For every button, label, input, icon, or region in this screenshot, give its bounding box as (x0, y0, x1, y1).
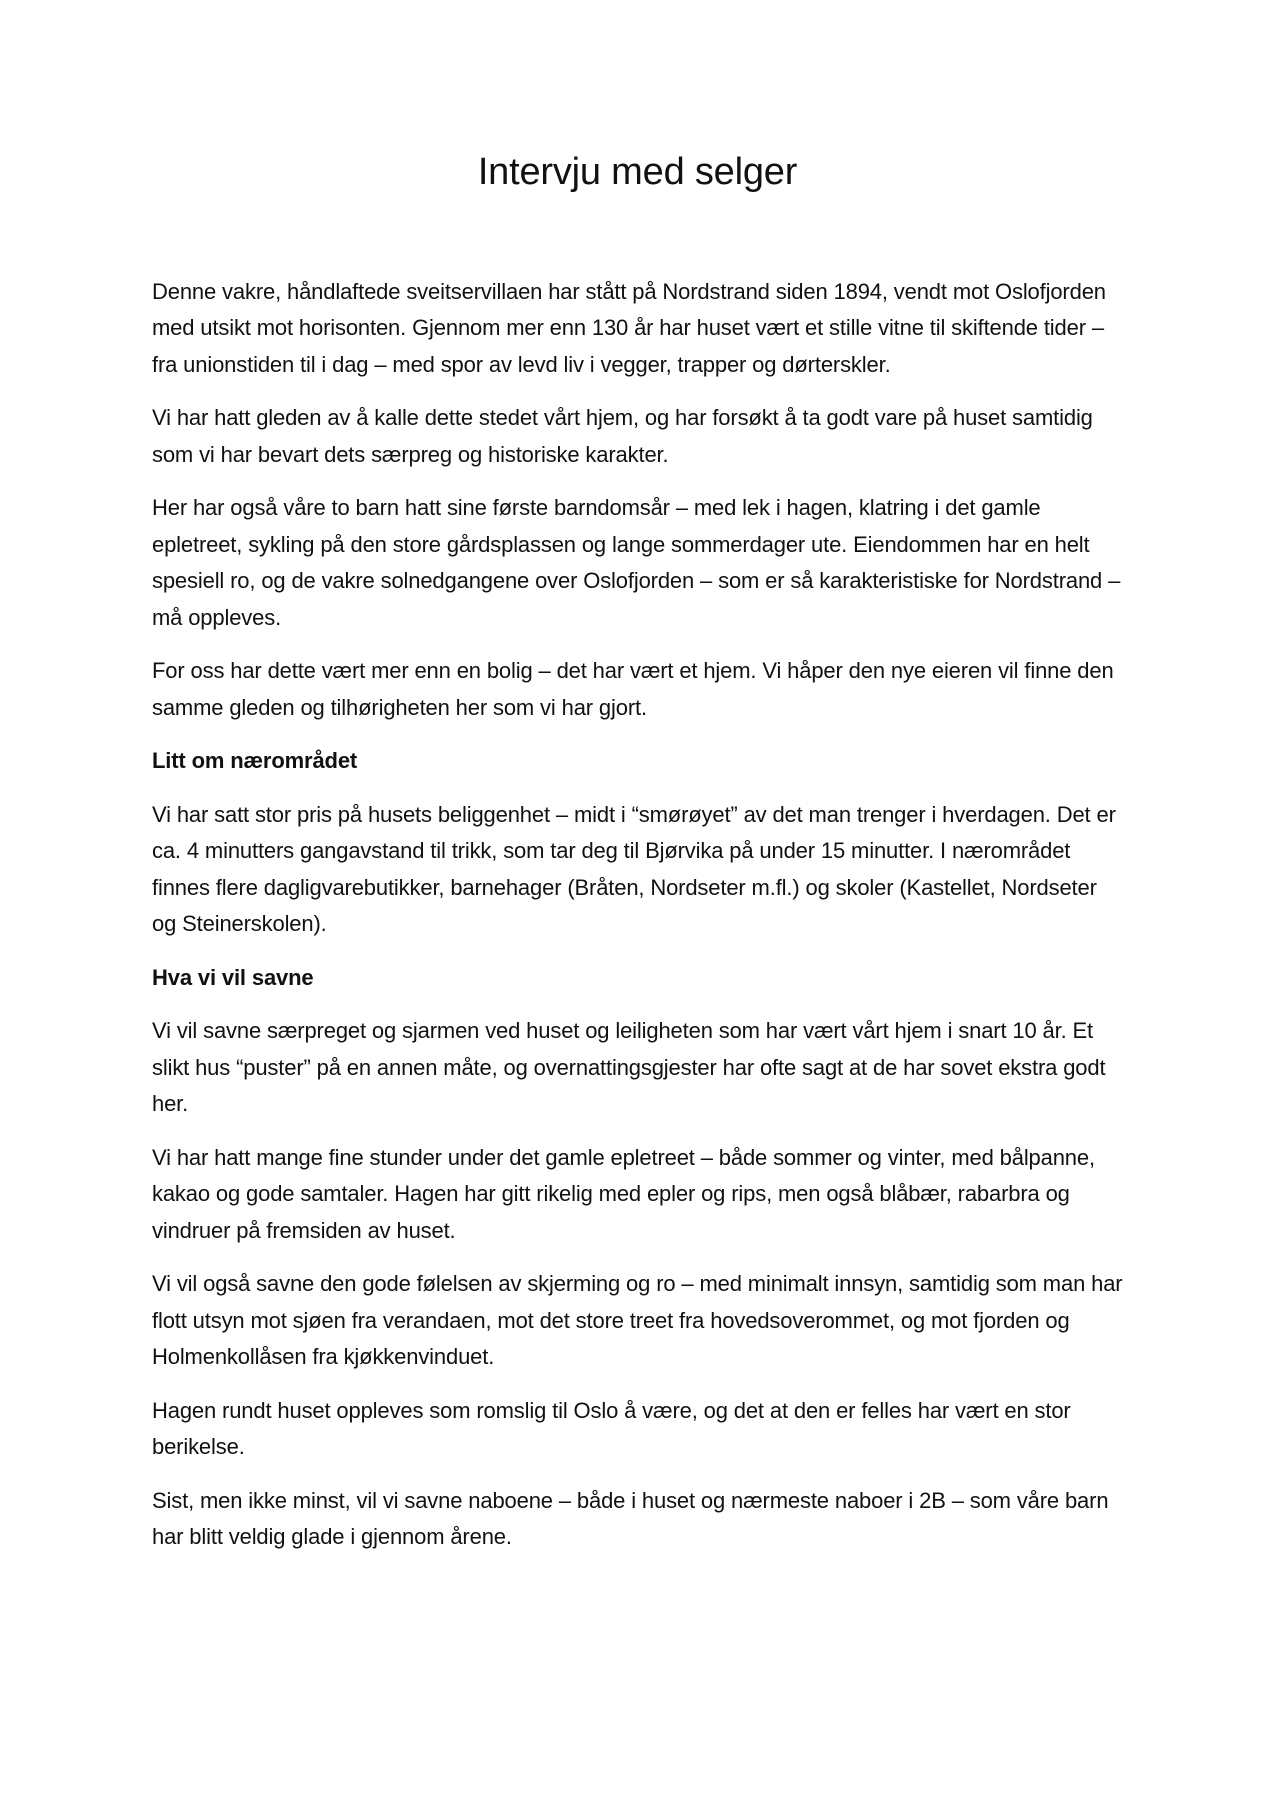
neighbors-paragraph: Sist, men ikke minst, vil vi savne naboene – både i huset og nærmeste naboer i 2B – som våre barn har blitt veldig glade i gjennom årene. (152, 1487, 1109, 1550)
apple-tree-paragraph: Vi har hatt mange fine stunder under det gamle epletreet – både sommer og vinter, med bålpanne, kakao og gode samtaler. Hagen har gitt rikelig med epler og rips, men også blåbær, rabarbra og vindruer på fremsiden av huset. (152, 1144, 1095, 1243)
charm-paragraph: Vi vil savne særpreget og sjarmen ved huset og leiligheten som har vært vårt hjem i snart 10 år. Et slikt hus “puster” på en annen måte, og overnattingsgjester har ofte sagt at de har sovet ekstra godt her. (152, 1018, 1106, 1117)
section-heading-neighborhood: Litt om nærområdet (152, 748, 358, 774)
privacy-paragraph: Vi vil også savne den gode følelsen av skjerming og ro – med minimalt innsyn, samtidig som man har flott utsyn mot sjøen fra verandaen, mot det store treet fra hovedsoverommet, og mot fjorden og Holmenkollåsen fra kjøkkenvinduet. (152, 1271, 1123, 1370)
document-body (152, 274, 1123, 1556)
document-title: Intervju med selger (477, 151, 798, 193)
more-than-a-home-paragraph: For oss har dette vært mer enn en bolig – det har vært et hjem. Vi håper den nye eieren vil finne den samme gleden og tilhørigheten her som vi har gjort. (152, 658, 1114, 720)
home-paragraph: Vi har hatt gleden av å kalle dette stedet vårt hjem, og har forsøkt å ta godt vare på huset samtidig som vi har bevart dets særpreg og historiske karakter. (152, 405, 1093, 467)
garden-paragraph: Hagen rundt huset oppleves som romslig til Oslo å være, og det at den er felles har vært en stor berikelse. (152, 1397, 1071, 1460)
neighborhood-paragraph: Vi har satt stor pris på husets beliggenhet – midt i “smørøyet” av det man trenger i hverdagen. Det er ca. 4 minutters gangavstand til trikk, som tar deg til Bjørvika på under 15 minutter. I nærområdet finnes flere dagligvarebutikker, barnehager (Bråten, Nordseter m.fl.) og skoler (Kastellet, Nordseter og Steinerskolen). (152, 801, 1116, 937)
intro-paragraph: Denne vakre, håndlaftede sveitservillaen har stått på Nordstrand siden 1894, vendt mot Oslofjorden med utsikt mot horisonten. Gjennom mer enn 130 år har huset vært et stille vitne til skiftende tider – fra unionstiden til i dag – med spor av levd liv i vegger, trapper og dørterskler. (152, 278, 1106, 377)
section-heading-will-miss: Hva vi vil savne (152, 964, 314, 990)
children-paragraph: Her har også våre to barn hatt sine første barndomsår – med lek i hagen, klatring i det gamle epletreet, sykling på den store gårdsplassen og lange sommerdager ute. Eiendommen har en helt spesiell ro, og de vakre solnedgangene over Oslofjorden – som er så karakteristiske for Nordstrand – må oppleves. (152, 495, 1121, 630)
